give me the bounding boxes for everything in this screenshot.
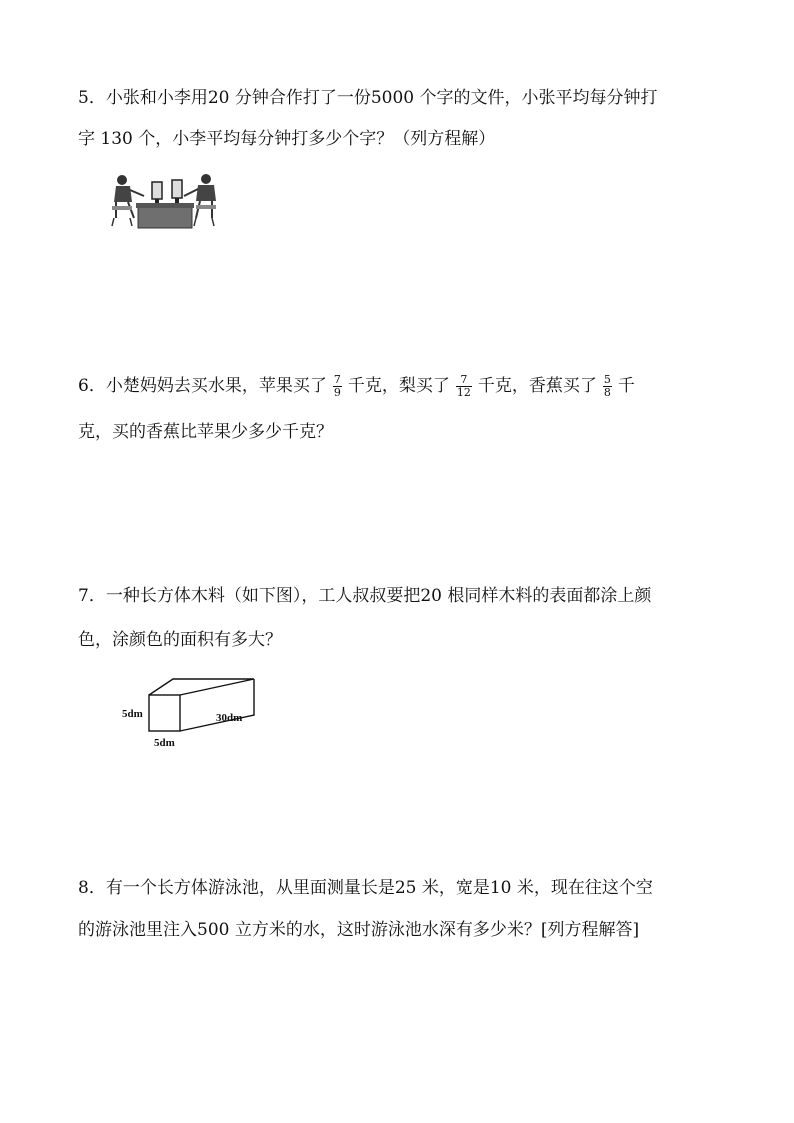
q6-part4: 千	[617, 376, 635, 396]
q5-text-line1: 5．小张和小李用20 分钟合作打了一份5000 个字的文件，小张平均每分钟打	[78, 88, 658, 108]
q8-text-line1: 8．有一个长方体游泳池，从里面测量长是25 米，宽是10 米，现在往这个空	[78, 878, 653, 898]
q6-text-line2: 克，买的香蕉比苹果少多少千克？	[78, 422, 333, 442]
cuboid-diagram	[120, 668, 260, 756]
dim-height-label: 5dm	[122, 708, 143, 720]
q6-part1: 6．小楚妈妈去买水果，苹果买了	[78, 376, 327, 396]
q6-text-line1	[78, 374, 635, 399]
q8-text-line2: 的游泳池里注入500 立方米的水，这时游泳池水深有多少米？[列方程解答]	[78, 920, 640, 940]
q5-text-line2: 字 130 个，小李平均每分钟打多少个字？（列方程解）	[78, 129, 496, 149]
two-people-typing-at-computers-icon	[108, 168, 220, 232]
q6-part3: 千克，香蕉买了	[477, 376, 597, 396]
q6-part2: 千克，梨买了	[347, 376, 450, 396]
fraction-apples	[333, 374, 342, 399]
q7-text-line1: 7．一种长方体木料（如下图），工人叔叔要把20 根同样木料的表面都涂上颜	[78, 586, 652, 606]
fraction-numerator: 7	[460, 373, 468, 386]
fraction-numerator: 7	[333, 373, 341, 386]
fraction-pears	[456, 374, 472, 399]
q7-text-line2: 色，涂颜色的面积有多大？	[78, 630, 282, 650]
dim-length-label: 30dm	[216, 712, 243, 724]
dim-width-label: 5dm	[154, 737, 175, 749]
fraction-denominator: 12	[456, 386, 471, 399]
fraction-denominator: 9	[333, 386, 341, 399]
typing-people-illustration	[108, 168, 220, 232]
fraction-denominator: 8	[603, 386, 611, 399]
fraction-numerator: 5	[603, 373, 611, 386]
fraction-bananas	[603, 374, 612, 399]
